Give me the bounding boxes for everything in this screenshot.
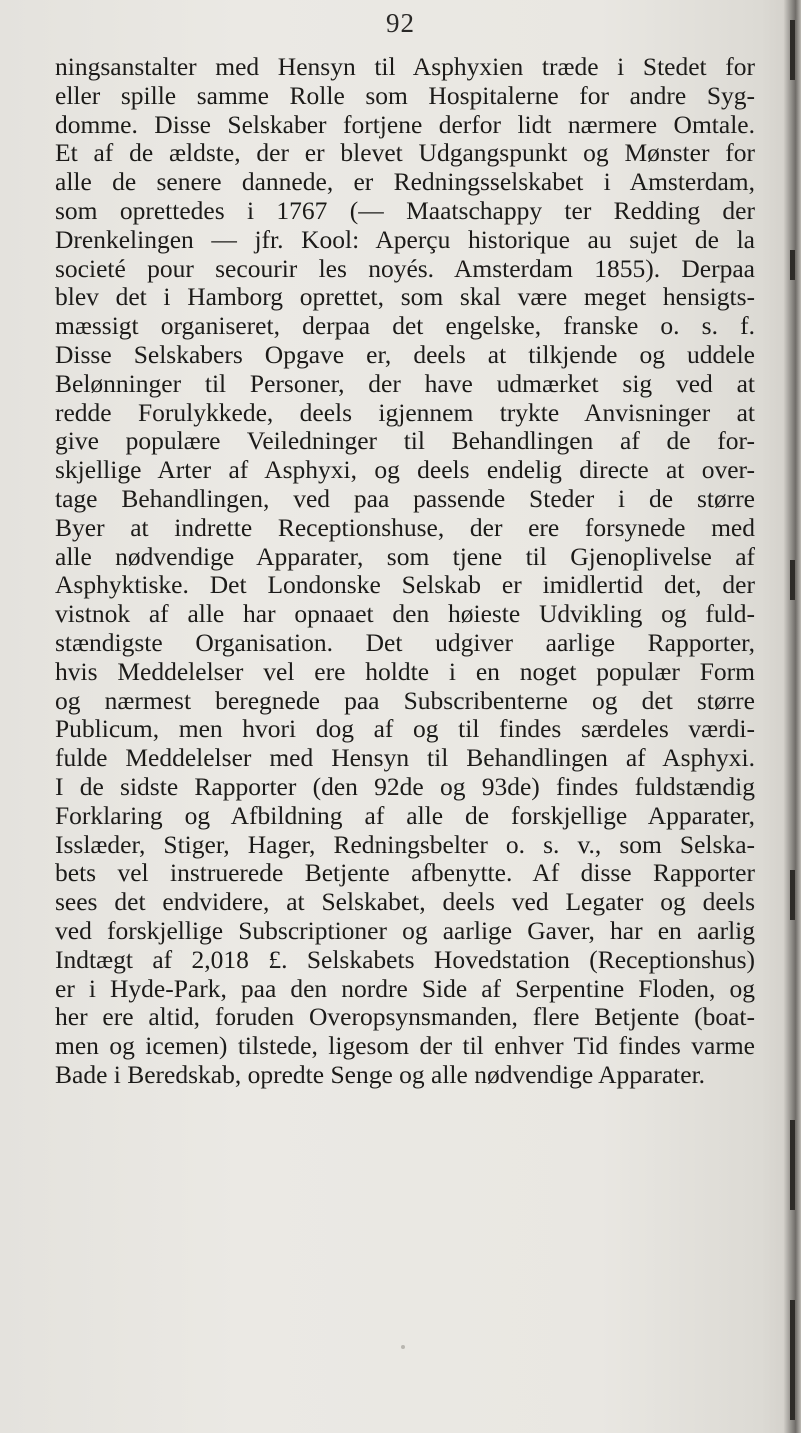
body-text [55,53,755,1090]
text-line: Forklaring og Afbildning af alle de forskjellige Apparater, [55,800,755,830]
text-line: domme. Disse Selskaber fortjene derfor lidt nærmere Omtale. [55,109,755,139]
text-line: give populære Veiledninger til Behandlingen af de for- [55,426,755,456]
text-line: er i Hyde-Park, paa den nordre Side af Serpentine Floden, og [55,973,755,1003]
text-line: Bade i Beredskab, opredte Senge og alle nødvendige Apparater. [55,1059,706,1089]
text-line: Drenkelingen — jfr. Kool: Aperçu historique au sujet de la [55,224,755,254]
page-gutter-edge [783,0,801,1433]
text-line: som oprettedes i 1767 (— Maatschappy ter Redding der [55,195,755,225]
text-line: vistnok af alle har opnaaet den høieste Udvikling og fuld- [55,599,755,629]
page-number: 92 [386,8,415,38]
text-line: fulde Meddelelser med Hensyn til Behandlingen af Asphyxi. [55,743,755,773]
text-line: sees det endvidere, at Selskabet, deels ved Legater og deels [55,887,755,917]
text-line: Et af de ældste, der er blevet Udgangspunkt og Mønster for [55,138,755,168]
paper-smudge [401,1345,405,1349]
text-line: Belønninger til Personer, der have udmærket sig ved at [55,368,755,398]
text-line: hvis Meddelelser vel ere holdte i en noget populær Form [55,656,755,686]
text-line: societé pour secourir les noyés. Amsterdam 1855). Derpaa [55,253,755,283]
text-line: Publicum, men hvori dog af og til findes særdeles værdi- [55,714,755,744]
text-line: skjellige Arter af Asphyxi, og deels endelig directe at over- [55,455,755,485]
text-line: alle nødvendige Apparater, som tjene til Gjenoplivelse af [55,541,755,571]
gutter-shadow-mark [790,250,795,280]
text-line: eller spille samme Rolle som Hospitalerne for andre Syg- [55,80,755,110]
text-line: Byer at indrette Receptionshuse, der ere forsynede med [55,512,755,542]
text-line: men og icemen) tilstede, ligesom der til enhver Tid findes varme [55,1031,755,1061]
text-line: og nærmest beregnede paa Subscribenterne og det større [55,685,755,715]
text-line: bets vel instruerede Betjente afbenytte. Af disse Rapporter [55,858,755,888]
text-line: tage Behandlingen, ved paa passende Steder i de større [55,483,755,513]
gutter-shadow-mark [790,870,795,920]
text-line: ved forskjellige Subscriptioner og aarlige Gaver, har en aarlig [55,915,755,945]
text-line: redde Forulykkede, deels igjennem trykte Anvisninger at [55,397,755,427]
text-line: blev det i Hamborg oprettet, som skal være meget hensigts- [55,282,755,312]
text-line: alle de senere dannede, er Redningsselskabet i Amsterdam, [55,167,755,197]
text-line: her ere altid, foruden Overopsynsmanden, flere Betjente (boat- [55,1002,755,1032]
text-line: ningsanstalter med Hensyn til Asphyxien træde i Stedet for [55,52,755,81]
gutter-shadow-mark [790,1120,795,1210]
text-line: Indtægt af 2,018 £. Selskabets Hovedstation (Receptionshus) [55,944,755,974]
text-line: Disse Selskabers Opgave er, deels at tilkjende og uddele [55,339,755,369]
gutter-shadow-mark [790,1300,795,1420]
gutter-shadow-mark [790,560,795,600]
text-line: mæssigt organiseret, derpaa det engelske, franske o. s. f. [55,311,755,341]
text-line: Isslæder, Stiger, Hager, Redningsbelter o. s. v., som Selska- [55,829,755,859]
gutter-shadow-mark [790,20,795,80]
text-line: stændigste Organisation. Det udgiver aarlige Rapporter, [55,627,755,657]
text-line: Asphyktiske. Det Londonske Selskab er imidlertid det, der [55,570,755,600]
text-line: I de sidste Rapporter (den 92de og 93de) findes fuldstændig [55,771,755,801]
